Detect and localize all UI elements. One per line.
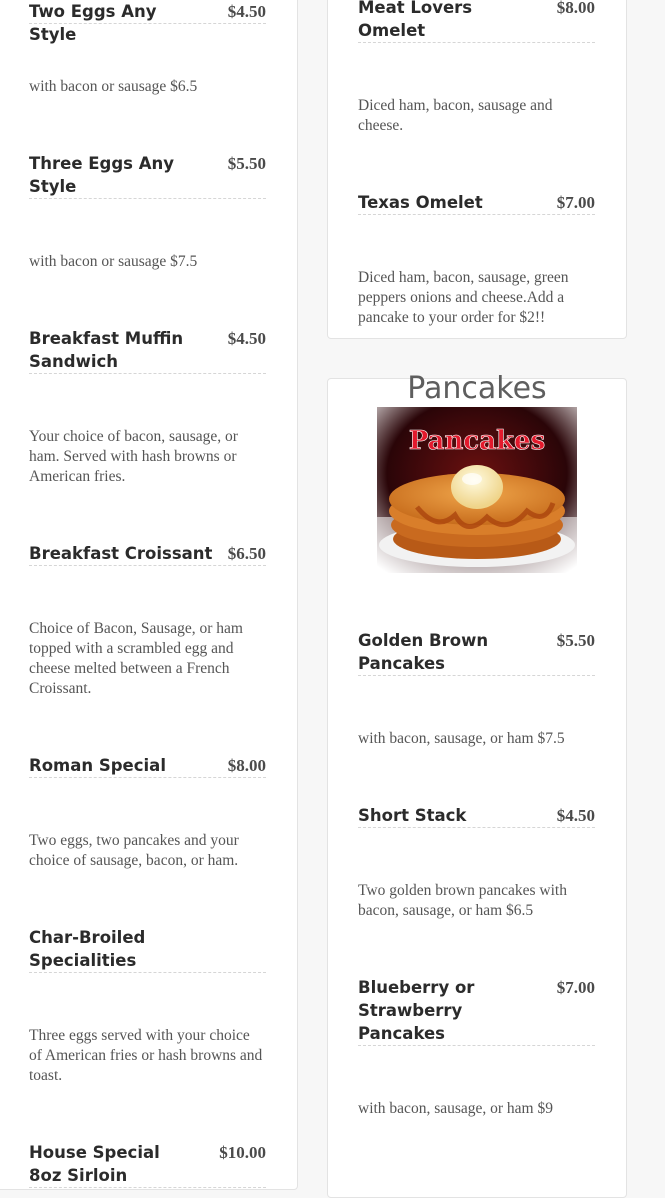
menu-item-price: $10.00	[219, 1143, 266, 1162]
menu-item-description: Diced ham, bacon, sausage and cheese.	[358, 97, 553, 134]
menu-item-header	[29, 152, 266, 199]
menu-item-description: with bacon, sausage, or ham $9	[358, 1100, 553, 1117]
pancakes-image	[377, 407, 577, 573]
menu-item-price: $5.50	[556, 631, 595, 650]
menu-item-header	[29, 926, 266, 973]
menu-item-header	[358, 629, 595, 676]
menu-item-header	[358, 804, 595, 828]
menu-item-description: with bacon or sausage $7.5	[29, 253, 198, 270]
menu-item-price: $8.00	[556, 0, 595, 17]
menu-item-description: Diced ham, bacon, sausage, green peppers onions and cheese.Add a pancake to your order for $2!!	[358, 269, 569, 326]
menu-item-header	[358, 0, 595, 43]
menu-item-description: Your choice of bacon, sausage, or ham. Served with hash browns or American fries.	[29, 428, 238, 485]
menu-item-description: Two golden brown pancakes with bacon, sausage, or ham $6.5	[358, 882, 567, 919]
menu-item-name: Texas Omelet	[358, 193, 483, 212]
menu-item-header	[29, 327, 266, 374]
menu-item-header	[358, 976, 595, 1046]
menu-item-price: $6.50	[227, 544, 266, 563]
menu-item-name: Three Eggs Any Style	[29, 154, 174, 196]
menu-item-description: with bacon or sausage $6.5	[29, 78, 198, 95]
pancakes-illustration	[377, 407, 577, 573]
menu-item-description: with bacon, sausage, or ham $7.5	[358, 730, 565, 747]
menu-item-header	[29, 754, 266, 778]
menu-item-description: Three eggs served with your choice of American fries or hash browns and toast.	[29, 1027, 263, 1084]
menu-item-description: Choice of Bacon, Sausage, or ham topped with a scrambled egg and cheese melted between a French Croissant.	[29, 620, 243, 697]
menu-item-price: $4.50	[556, 806, 595, 825]
menu-item-price: $4.50	[227, 329, 266, 348]
menu-item-name: Blueberry or Strawberry Pancakes	[358, 978, 475, 1043]
menu-item-header	[29, 542, 266, 566]
menu-item-description: Two eggs, two pancakes and your choice of sausage, bacon, or ham.	[29, 832, 239, 869]
menu-item-price: $5.50	[227, 154, 266, 173]
menu-item-name: Breakfast Croissant	[29, 544, 213, 563]
menu-item-name: Golden Brown Pancakes	[358, 631, 489, 673]
menu-item-header	[29, 0, 266, 44]
menu-item-header	[358, 191, 595, 215]
menu-item-name: House Special 8oz Sirloin	[29, 1143, 160, 1185]
menu-item-price: $4.50	[227, 2, 266, 21]
menu-item-price: $7.00	[556, 193, 595, 212]
menu-item-price: $7.00	[556, 978, 595, 997]
menu-item-name: Roman Special	[29, 756, 166, 775]
menu-item-name: Char-Broiled Specialities	[29, 928, 146, 970]
menu-item-name: Two Eggs Any Style	[29, 2, 157, 44]
menu-item-name: Breakfast Muffin Sandwich	[29, 329, 184, 371]
section-title-pancakes: Pancakes	[407, 371, 547, 406]
menu-item-name: Short Stack	[358, 806, 467, 825]
menu-item-name: Meat Lovers Omelet	[358, 0, 473, 40]
pancakes-image-label: Pancakes	[408, 426, 546, 456]
menu-item-price: $8.00	[227, 756, 266, 775]
menu-item-header	[29, 1141, 266, 1188]
